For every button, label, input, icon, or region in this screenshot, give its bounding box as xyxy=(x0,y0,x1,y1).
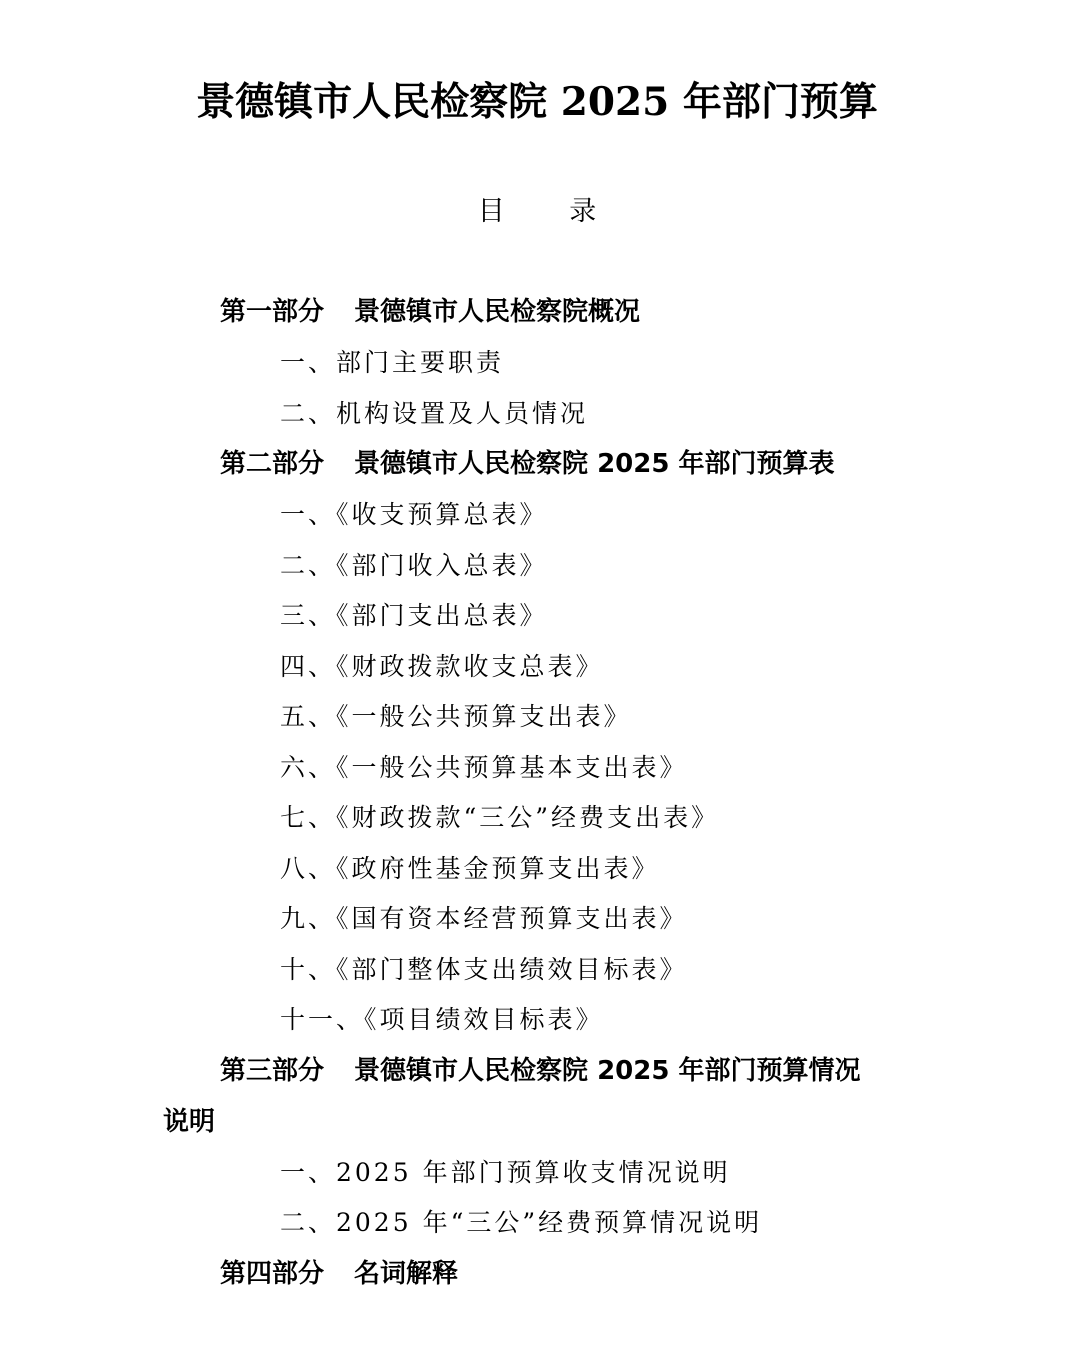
toc-item: 一、《收支预算总表》 xyxy=(280,500,548,529)
toc-item: 一、部门主要职责 xyxy=(280,348,505,377)
part-label: 第二部分 xyxy=(220,449,325,479)
toc-item: 二、2025 年“三公”经费预算情况说明 xyxy=(280,1208,763,1237)
document-title: 景德镇市人民检察院 2025 年部门预算 xyxy=(196,79,878,125)
toc-heading xyxy=(0,190,1074,234)
toc-item: 六、《一般公共预算基本支出表》 xyxy=(280,752,688,782)
toc-item: 五、《一般公共预算支出表》 xyxy=(280,702,632,731)
toc-item: 八、《政府性基金预算支出表》 xyxy=(280,853,660,883)
toc-part-1 xyxy=(0,287,1074,338)
table-of-contents xyxy=(0,287,1074,1300)
toc-part-3 xyxy=(0,1046,1074,1148)
toc-item: 七、《财政拨款“三公”经费支出表》 xyxy=(280,803,720,832)
part-label: 第一部分 xyxy=(220,297,325,327)
toc-item: 一、2025 年部门预算收支情况说明 xyxy=(280,1157,731,1187)
toc-item: 十、《部门整体支出绩效目标表》 xyxy=(280,954,688,984)
toc-heading-char-2: 录 xyxy=(569,196,597,227)
toc-item: 二、机构设置及人员情况 xyxy=(280,398,589,428)
part-heading-line-1 xyxy=(0,1046,1074,1097)
toc-heading-char-1: 目 xyxy=(477,196,505,227)
toc-item: 三、《部门支出总表》 xyxy=(280,601,548,630)
toc-part-2 xyxy=(0,439,1074,490)
part-name: 景德镇市人民检察院 2025 年部门预算情况 xyxy=(354,1055,861,1086)
part-name: 景德镇市人民检察院 2025 年部门预算表 xyxy=(354,449,835,479)
toc-item: 二、《部门收入总表》 xyxy=(280,550,548,580)
toc-item: 十一、《项目绩效目标表》 xyxy=(280,1005,604,1034)
part-name: 名词解释 xyxy=(354,1258,459,1289)
part-label: 第三部分 xyxy=(220,1055,325,1086)
part-name: 景德镇市人民检察院概况 xyxy=(354,297,641,327)
toc-item: 四、《财政拨款收支总表》 xyxy=(280,651,604,681)
part-heading-line-2: 说明 xyxy=(163,1106,216,1137)
toc-item: 九、《国有资本经营预算支出表》 xyxy=(280,904,688,933)
part-label: 第四部分 xyxy=(220,1258,325,1289)
toc-part-4 xyxy=(0,1249,1074,1300)
